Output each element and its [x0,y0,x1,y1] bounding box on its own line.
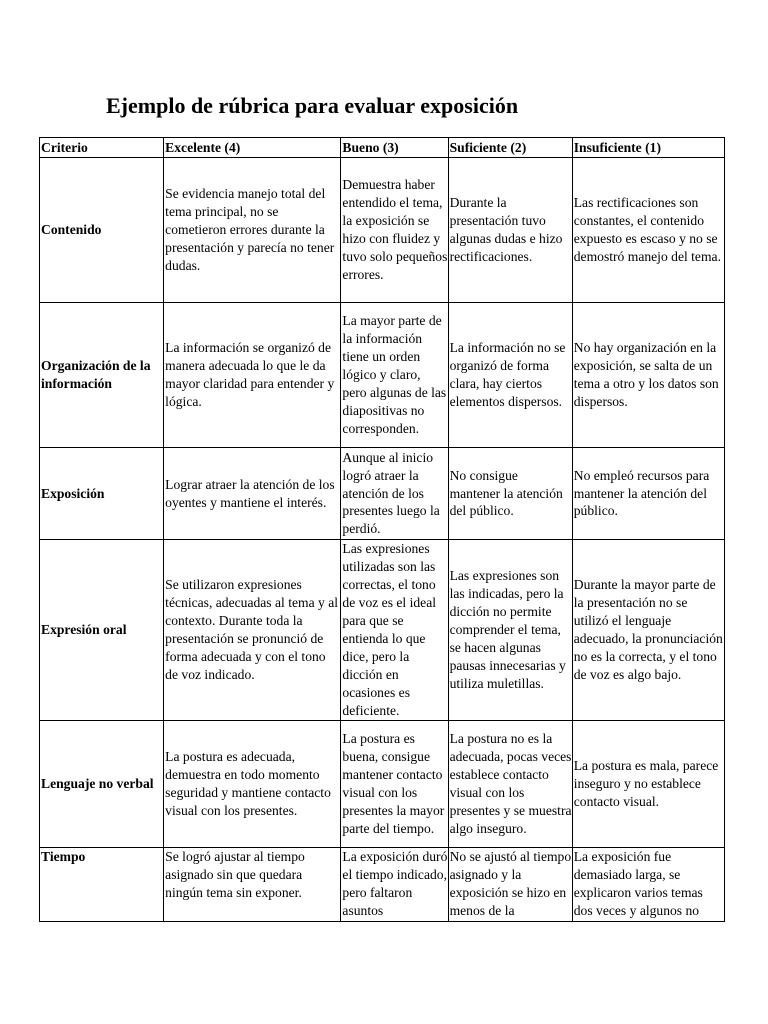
criterion-cell: Organización de la información [40,303,164,448]
suficiente-cell: La postura no es la adecuada, pocas veces establece contacto visual con los presentes y se muestra algo inseguro. [448,721,572,848]
header-bueno: Bueno (3) [341,138,448,158]
excelente-cell: La información se organizó de manera adecuada lo que le da mayor claridad para entender y lógica. [164,303,341,448]
excelente-cell: Se evidencia manejo total del tema principal, no se cometieron errores durante la presentación y parecía no tener dudas. [164,158,341,303]
suficiente-cell: No consigue mantener la atención del público. [448,448,572,540]
insuficiente-cell: La exposición fue demasiado larga, se explicaron varios temas dos veces y algunos no [572,848,724,922]
table-row [40,721,725,848]
header-insuficiente: Insuficiente (1) [572,138,724,158]
table-row [40,303,725,448]
bueno-cell: Aunque al inicio logró atraer la atención de los presentes luego la perdió. [341,448,448,540]
criterion-cell: Exposición [40,448,164,540]
rubric-table [39,137,725,922]
excelente-cell: La postura es adecuada, demuestra en todo momento seguridad y mantiene contacto visual con los presentes. [164,721,341,848]
excelente-cell: Se logró ajustar al tiempo asignado sin que quedara ningún tema sin exponer. [164,848,341,922]
suficiente-cell: No se ajustó al tiempo asignado y la exposición se hizo en menos de la [448,848,572,922]
suficiente-cell: Durante la presentación tuvo algunas dudas e hizo rectificaciones. [448,158,572,303]
insuficiente-cell: Durante la mayor parte de la presentación no se utilizó el lenguaje adecuado, la pronunciación no es la correcta, y el tono de voz es algo bajo. [572,540,724,721]
suficiente-cell: La información no se organizó de forma clara, hay ciertos elementos dispersos. [448,303,572,448]
criterion-cell: Lenguaje no verbal [40,721,164,848]
table-header-row [40,138,725,158]
bueno-cell: La exposición duró el tiempo indicado, pero faltaron asuntos [341,848,448,922]
bueno-cell: Las expresiones utilizadas son las correctas, el tono de voz es el ideal para que se entienda lo que dice, pero la dicción en ocasiones es deficiente. [341,540,448,721]
insuficiente-cell: La postura es mala, parece inseguro y no establece contacto visual. [572,721,724,848]
table-row [40,158,725,303]
table-row [40,448,725,540]
header-criterio: Criterio [40,138,164,158]
insuficiente-cell: No empleó recursos para mantener la atención del público. [572,448,724,540]
excelente-cell: Lograr atraer la atención de los oyentes y mantiene el interés. [164,448,341,540]
bueno-cell: Demuestra haber entendido el tema, la exposición se hizo con fluidez y tuvo solo pequeños errores. [341,158,448,303]
insuficiente-cell: No hay organización en la exposición, se salta de un tema a otro y los datos son dispersos. [572,303,724,448]
header-suficiente: Suficiente (2) [448,138,572,158]
bueno-cell: La postura es buena, consigue mantener contacto visual con los presentes la mayor parte del tiempo. [341,721,448,848]
insuficiente-cell: Las rectificaciones son constantes, el contenido expuesto es escaso y no se demostró manejo del tema. [572,158,724,303]
header-excelente: Excelente (4) [164,138,341,158]
table-row [40,540,725,721]
excelente-cell: Se utilizaron expresiones técnicas, adecuadas al tema y al contexto. Durante toda la presentación se pronunció de forma adecuada y con el tono de voz indicado. [164,540,341,721]
bueno-cell: La mayor parte de la información tiene un orden lógico y claro, pero algunas de las diapositivas no corresponden. [341,303,448,448]
table-row [40,848,725,922]
page-title: Ejemplo de rúbrica para evaluar exposición [106,93,519,118]
criterion-cell: Expresión oral [40,540,164,721]
criterion-cell: Tiempo [40,848,164,922]
suficiente-cell: Las expresiones son las indicadas, pero la dicción no permite comprender el tema, se hacen algunas pausas innecesarias y utiliza muletillas. [448,540,572,721]
criterion-cell: Contenido [40,158,164,303]
